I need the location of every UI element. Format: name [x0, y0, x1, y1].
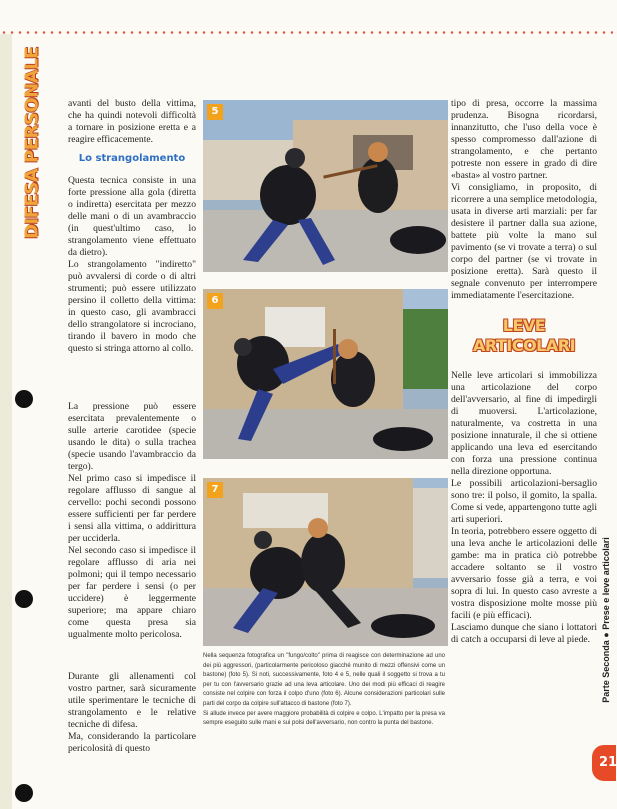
paragraph: Lo strangolamento "indiretto" può avvalersi di corde o di altri strumenti; può essere utilizzato persino il colletto della vittima: in questo caso, gli avambracci dello strangolatore si incrociano, tirando il bavero in modo che questo si stringa attorno al collo.	[68, 259, 196, 354]
photo-number-badge: 7	[207, 482, 223, 498]
binder-hole	[15, 390, 33, 408]
paragraph: Nel secondo caso si impedisce il regolare afflusso di aria nei polmoni; qui il tempo necessario per far perdere i sensi (o per uccidere) è leggermente superiore; ma appare chiaro come questa presa sia ugualmente molto pericolosa.	[68, 545, 196, 640]
running-footer	[599, 470, 613, 770]
section-title	[451, 316, 597, 356]
decorative-dotted-rule	[0, 31, 613, 34]
paragraph: tipo di presa, occorre la massima prudenza. Bisogna ricordarsi, innanzitutto, che l'uso della voce è spesso compromesso dall'azione di strangolamento, e che pertanto potreste non essere in grado di dire «basta» al vostro partner.	[451, 98, 597, 181]
paragraph: Ma, considerando la particolare pericolosità di questo	[68, 731, 196, 754]
paragraph: Durante gli allenamenti col vostro partner, sarà sicuramente utile sperimentare le tecniche di strangolamento e le relative tecniche di difesa.	[68, 671, 196, 730]
paragraph: Vi consigliamo, in proposito, di ricorrere a una semplice metodologia, usata in diverse arti marziali: per far desistere il partner dalla sua azione, battete più volte la mano sul pavimento (se vi trovate a terra) o sul corpo del partner (se vi trovate in posizione eretta). Sarà questo il segnale convenuto per interrompere immediatamente l'esercitazione.	[451, 182, 597, 301]
page-number: 21	[592, 745, 616, 781]
section-title-line: LEVE	[502, 316, 546, 335]
section-label-text: DIFESA PERSONALE	[21, 47, 43, 239]
running-footer-text: Parte Seconda ● Prese e leve articolari	[601, 537, 611, 703]
paragraph: Nel primo caso si impedisce il regolare afflusso di sangue al cervello: pochi secondi possono essere sufficienti per far perdere i sensi alla vittima, o addirittura per ucciderla.	[68, 473, 196, 544]
paragraph: Questa tecnica consiste in una forte pressione alla gola (diretta o indiretta) esercitata per mezzo delle mani o di un avambraccio (in quest'ultimo caso, lo strangolamento viene effettuato da dietro).	[68, 175, 196, 258]
photo-3	[203, 478, 448, 646]
paragraph: avanti del busto della vittima, che ha quindi notevoli difficoltà a tornare in posizione eretta e a reagire efficacemente.	[68, 98, 196, 145]
text-column-left	[68, 98, 196, 755]
paragraph: In teoria, potrebbero essere oggetto di una leva anche le articolazioni delle gambe: ma in pratica ciò potrebbe accadere soltanto se il vostro avversario fosse già a terra, e voi sopra di lui. In questo caso avreste a vostra disposizione molte mosse più facili (e più efficaci).	[451, 526, 597, 621]
binder-hole	[15, 784, 33, 802]
photo-illustration	[203, 478, 448, 646]
paragraph: Lasciamo dunque che siano i lottatori di catch a occuparsi di leve al piede.	[451, 622, 597, 645]
photo-caption	[203, 652, 445, 729]
photo-2	[203, 289, 448, 459]
paragraph: Nelle leve articolari si immobilizza una articolazione del corpo dell'avversario, al fine di impedirgli di muoversi. L'articolazione, naturalmente, va costretta in una posizione innaturale, il che si ottiene applicando una leva ed esercitando con forza una pressione continua nella direzione opportuna.	[451, 370, 597, 477]
subheading: Lo strangolamento	[78, 153, 186, 164]
paragraph: Le possibili articolazioni-bersaglio sono tre: il polso, il gomito, la spalla. Come si vede, appartengono tutte agli arti superiori.	[451, 478, 597, 525]
text-column-right	[451, 98, 597, 646]
section-label	[12, 47, 52, 239]
photo-illustration	[203, 100, 448, 272]
caption-text: Si allude invece per avere maggiore probabilità di colpire e colpo. L'impatto per la presa va sempre eseguito sulle mani e sui polsi dell'avversario, non contro la punta del bastone.	[203, 710, 445, 727]
paragraph: La pressione può essere esercitata prevalentemente o sulle arterie carotidee (specie usando le dita) o sulla trachea (specie usando l'avambraccio da tergo).	[68, 401, 196, 472]
photo-number-badge: 5	[207, 104, 223, 120]
caption-text: Nella sequenza fotografica un "fungo/colto" prima di reagisce con determinazione ad uno dei più aggressori, (particolarmente pericoloso giacché munito di mezzi offensivi come un bastone) (foto 5). Si noti, successivamente, foto 4 e 5, nelle quali il soggetto si trova a tu per tu con l'avversario grazie ad una leva articolare. Uno dei modi più efficaci di reagire consiste nel colpire con forza il colpo d'uno (foto 6). Alcune considerazioni particolari sulle parti del corpo da colpire sull'attacco di bastone (foto 7).	[203, 653, 445, 707]
photo-number-badge: 6	[207, 293, 223, 309]
photo-1	[203, 100, 448, 272]
section-title-line: ARTICOLARI	[472, 336, 576, 355]
binder-hole	[15, 590, 33, 608]
left-margin-bar	[0, 34, 12, 809]
photo-illustration	[203, 289, 448, 459]
